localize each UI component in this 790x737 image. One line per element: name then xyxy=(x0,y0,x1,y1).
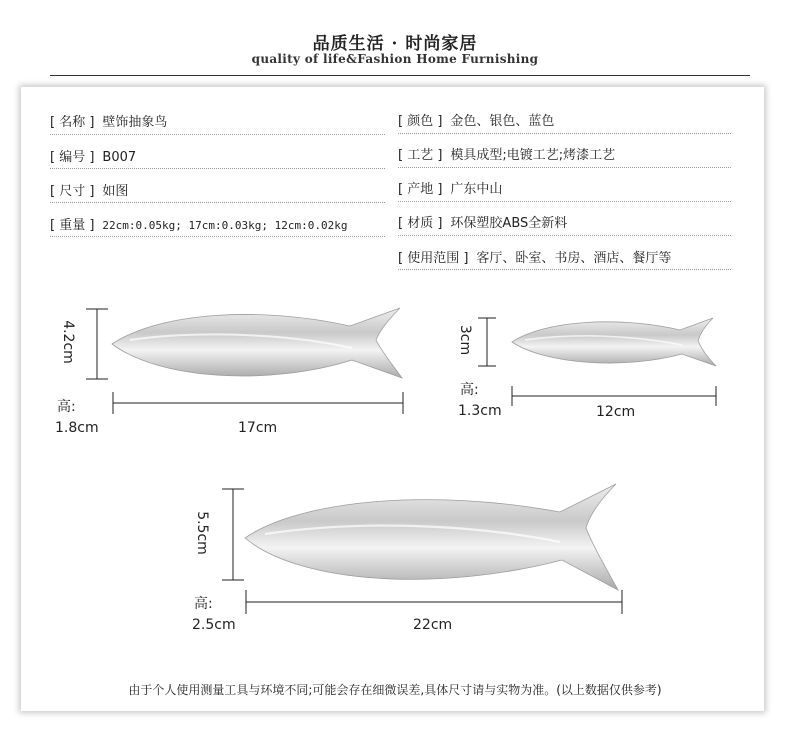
spec-value: 广东中山 xyxy=(450,182,503,197)
fish-22cm-thickness-label: 高: xyxy=(194,596,213,612)
fish-22cm-height: 5.5cm xyxy=(193,511,210,555)
page-title: 品质生活 · 时尚家居 xyxy=(312,34,478,54)
spec-value: B007 xyxy=(102,150,137,165)
fish-22cm-thickness: 2.5cm xyxy=(192,617,236,633)
fish-22cm xyxy=(245,484,618,590)
fish-17cm xyxy=(112,308,402,378)
spec-key: [ 工艺 ] xyxy=(398,148,443,163)
fish-12cm-thickness-label: 高: xyxy=(460,382,479,398)
spec-value: 如图 xyxy=(102,184,129,199)
page-subtitle: quality of life&Fashion Home Furnishing xyxy=(251,52,539,66)
fish-17cm-length: 17cm xyxy=(238,420,278,436)
fish-17cm-thickness-label: 高: xyxy=(57,399,76,415)
fish-22cm-length: 22cm xyxy=(413,617,453,633)
spec-value: 22cm:0.05kg; 17cm:0.03kg; 12cm:0.02kg xyxy=(102,219,348,232)
spec-key: [ 重量 ] xyxy=(50,218,95,233)
spec-value: 环保塑胶ABS全新料 xyxy=(450,216,568,231)
spec-value: 模具成型;电镀工艺;烤漆工艺 xyxy=(450,148,616,163)
fish-12cm-length: 12cm xyxy=(596,404,636,420)
spec-key: [ 名称 ] xyxy=(50,115,95,130)
spec-value: 客厅、卧室、书房、酒店、餐厅等 xyxy=(476,251,672,266)
spec-key: [ 编号 ] xyxy=(50,150,95,165)
spec-key: [ 使用范围 ] xyxy=(398,251,469,266)
fish-12cm xyxy=(512,318,716,366)
fish-17cm-height: 4.2cm xyxy=(59,320,76,364)
disclaimer-footer: 由于个人使用测量工具与环境不同;可能会存在细微误差,具体尺寸请与实物为准。(以上数据仅供参考) xyxy=(128,683,662,697)
spec-value: 金色、银色、蓝色 xyxy=(450,114,555,129)
spec-value: 壁饰抽象鸟 xyxy=(102,115,168,130)
spec-key: [ 颜色 ] xyxy=(398,114,443,129)
fish-17cm-thickness: 1.8cm xyxy=(55,420,99,436)
spec-key: [ 材质 ] xyxy=(398,216,443,231)
spec-key: [ 尺寸 ] xyxy=(50,184,95,199)
fish-12cm-height: 3cm xyxy=(457,324,474,356)
spec-key: [ 产地 ] xyxy=(398,182,443,197)
fish-12cm-thickness: 1.3cm xyxy=(458,403,502,419)
